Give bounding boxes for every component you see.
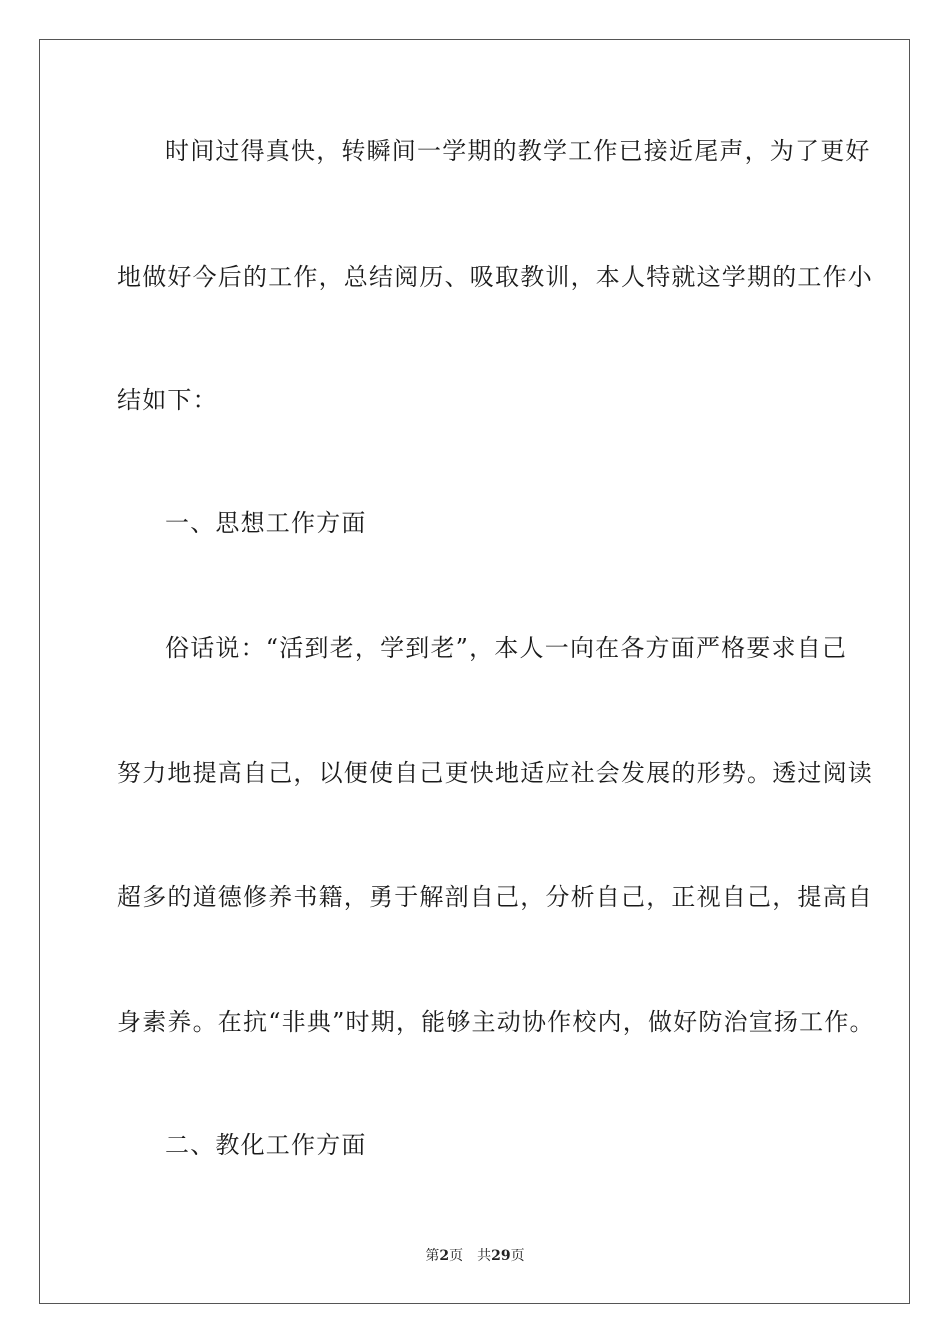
total-pages: 29: [491, 1248, 511, 1264]
page-suffix: 页: [449, 1248, 464, 1264]
total-suffix: 页: [510, 1248, 525, 1264]
section-heading-2: 二、教化工作方面: [165, 1131, 367, 1159]
section-heading-1: 一、思想工作方面: [165, 509, 367, 537]
paragraph-line-3: 结如下：: [117, 386, 218, 414]
paragraph-line-4: 俗话说：“活到老，学到老”，本人一向在各方面严格要求自己: [165, 634, 848, 662]
paragraph-line-6: 超多的道德修养书籍，勇于解剖自己，分析自己，正视自己，提高自: [117, 883, 873, 911]
paragraph-line-5: 努力地提高自己，以便使自己更快地适应社会发展的形势。透过阅读: [117, 759, 873, 787]
page-border: [39, 39, 910, 1304]
page-prefix: 第: [425, 1248, 440, 1264]
paragraph-line-7: 身素养。在抗“非典”时期，能够主动协作校内，做好防治宣扬工作。: [117, 1008, 875, 1036]
page-number: 2: [439, 1248, 450, 1264]
page-footer: [0, 1246, 950, 1266]
paragraph-line-1: 时间过得真快，转瞬间一学期的教学工作已接近尾声，为了更好: [165, 137, 871, 165]
paragraph-line-2: 地做好今后的工作，总结阅历、吸取教训，本人特就这学期的工作小: [117, 263, 873, 291]
total-prefix: 共: [477, 1248, 492, 1264]
